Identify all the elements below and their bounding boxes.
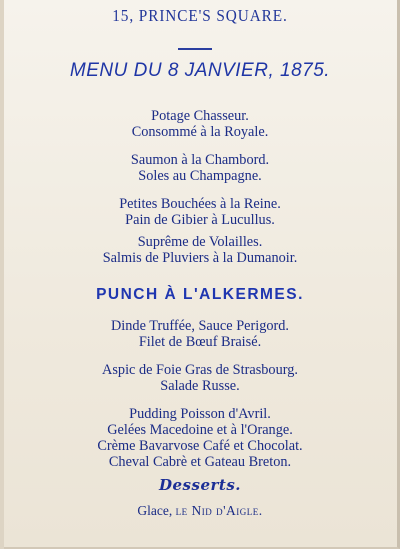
course-group — [0, 196, 400, 228]
dish-line: Pudding Poisson d'Avril. — [129, 406, 271, 422]
glace-prefix: Glace, — [137, 503, 173, 518]
glace-line — [0, 503, 400, 519]
dish-line: Filet de Bœuf Braisé. — [138, 334, 262, 350]
punch-heading: PUNCH À L'ALKERMES. — [96, 286, 304, 303]
dish-line: Suprême de Volailles. — [137, 234, 263, 250]
menu-title: MENU DU 8 JANVIER, 1875. — [69, 60, 331, 81]
course-group — [0, 406, 400, 470]
dish-line: Consommé à la Royale. — [131, 124, 269, 140]
course-group — [0, 362, 400, 394]
menu-courses — [0, 108, 400, 476]
dish-line: Potage Chasseur. — [151, 108, 249, 124]
dish-line: Salmis de Pluviers à la Dumanoir. — [102, 250, 298, 266]
dish-line: Soles au Champagne. — [138, 168, 262, 184]
desserts-heading: Desserts. — [159, 476, 241, 494]
dish-line: Dinde Truffée, Sauce Perigord. — [110, 318, 290, 334]
dish-line: Pain de Gibier à Lucullus. — [125, 212, 275, 228]
dish-line: Cheval Cabrè et Gateau Breton. — [108, 454, 292, 470]
glace-name: le Nid d'Aigle. — [175, 503, 263, 518]
address-heading: 15, PRINCE'S SQUARE. — [112, 6, 288, 25]
course-group — [0, 318, 400, 350]
course-group — [0, 234, 400, 266]
dish-line: Crème Bavarvose Café et Chocolat. — [97, 438, 303, 454]
heading-rule — [178, 48, 212, 50]
dish-line: Salade Russe. — [160, 378, 240, 394]
course-group — [0, 152, 400, 184]
dish-line: Gelées Macedoine et à l'Orange. — [107, 422, 293, 438]
course-group — [0, 108, 400, 140]
dish-line: Petites Bouchées à la Reine. — [119, 196, 281, 212]
dish-line: Aspic de Foie Gras de Strasbourg. — [102, 362, 298, 378]
dish-line: Saumon à la Chambord. — [130, 152, 270, 168]
